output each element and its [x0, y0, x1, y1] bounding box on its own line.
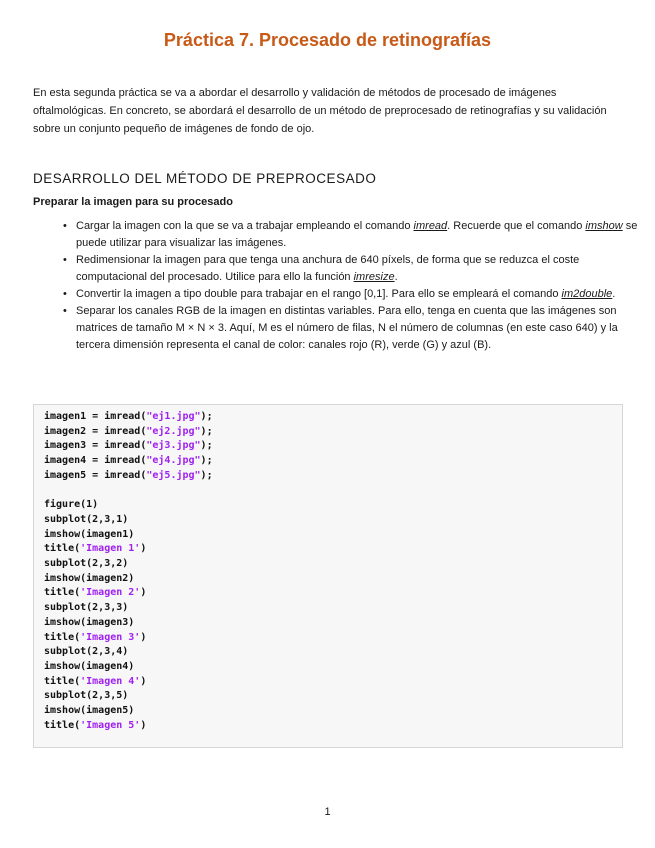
- code-line: title('Imagen 3'): [44, 631, 147, 643]
- list-item: • Redimensionar la imagen para que tenga una anchura de 640 píxels, de forma que se reduzca el coste computacional del procesado. Utilice para ello la función imresize.: [76, 252, 642, 286]
- code-line: subplot(2,3,2): [44, 558, 129, 570]
- code-line: title('Imagen 2'): [44, 587, 147, 599]
- list-item: • Cargar la imagen con la que se va a trabajar empleando el comando imread. Recuerde que el comando imshow se puede utilizar para visualizar las imágenes.: [76, 218, 642, 252]
- code-line: imshow(imagen4): [44, 660, 135, 672]
- code-line: imagen4 = imread("ej4.jpg");: [44, 455, 213, 467]
- code-line: subplot(2,3,5): [44, 690, 129, 702]
- code-line: title('Imagen 1'): [44, 543, 147, 555]
- imresize-link[interactable]: imresize: [353, 271, 395, 283]
- im2double-link[interactable]: im2double: [561, 288, 613, 300]
- list-item: • Convertir la imagen a tipo double para trabajar en el rango [0,1]. Para ello se empleará el comando im2double.: [76, 286, 642, 303]
- code-line: imshow(imagen5): [44, 705, 135, 717]
- instruction-list: [62, 218, 642, 354]
- code-line: imagen3 = imread("ej3.jpg");: [44, 440, 213, 452]
- code-line: title('Imagen 5'): [44, 719, 147, 731]
- section-heading: DESARROLLO DEL MÉTODO DE PREPROCESADO: [33, 171, 377, 186]
- code-block: [33, 404, 623, 748]
- page-number: 1: [324, 806, 331, 818]
- imread-link[interactable]: imread: [413, 220, 448, 232]
- code-line: imagen5 = imread("ej5.jpg");: [44, 469, 213, 481]
- code-listing: [44, 410, 213, 733]
- code-line: subplot(2,3,3): [44, 602, 129, 614]
- imshow-link[interactable]: imshow: [585, 220, 623, 232]
- list-item: • Separar los canales RGB de la imagen en distintas variables. Para ello, tenga en cuenta que las imágenes son matrices de tamaño M × N × 3. Aquí, M es el número de filas, N el número de columnas (en este caso 640) y la tercera dimensión representa el canal de color: canales rojo (R), verde (G) y azul (B).: [76, 303, 642, 354]
- page-title: Práctica 7. Procesado de retinografías: [163, 30, 492, 50]
- code-line: figure(1): [44, 499, 99, 511]
- code-line: imshow(imagen3): [44, 616, 135, 628]
- subheading: Preparar la imagen para su procesado: [33, 196, 233, 208]
- code-line: imshow(imagen2): [44, 572, 135, 584]
- code-line: title('Imagen 4'): [44, 675, 147, 687]
- code-line: imagen1 = imread("ej1.jpg");: [44, 411, 213, 422]
- intro-paragraph: En esta segunda práctica se va a abordar el desarrollo y validación de métodos de procesado de imágenes oftalmológicas. En concreto, se abordará el desarrollo de un método de preprocesado de retinografías y su validación sobre un conjunto pequeño de imágenes de fondo de ojo.: [33, 87, 607, 135]
- code-line: subplot(2,3,1): [44, 513, 129, 525]
- code-line: subplot(2,3,4): [44, 646, 129, 658]
- code-line: imshow(imagen1): [44, 528, 135, 540]
- code-line: imagen2 = imread("ej2.jpg");: [44, 425, 213, 437]
